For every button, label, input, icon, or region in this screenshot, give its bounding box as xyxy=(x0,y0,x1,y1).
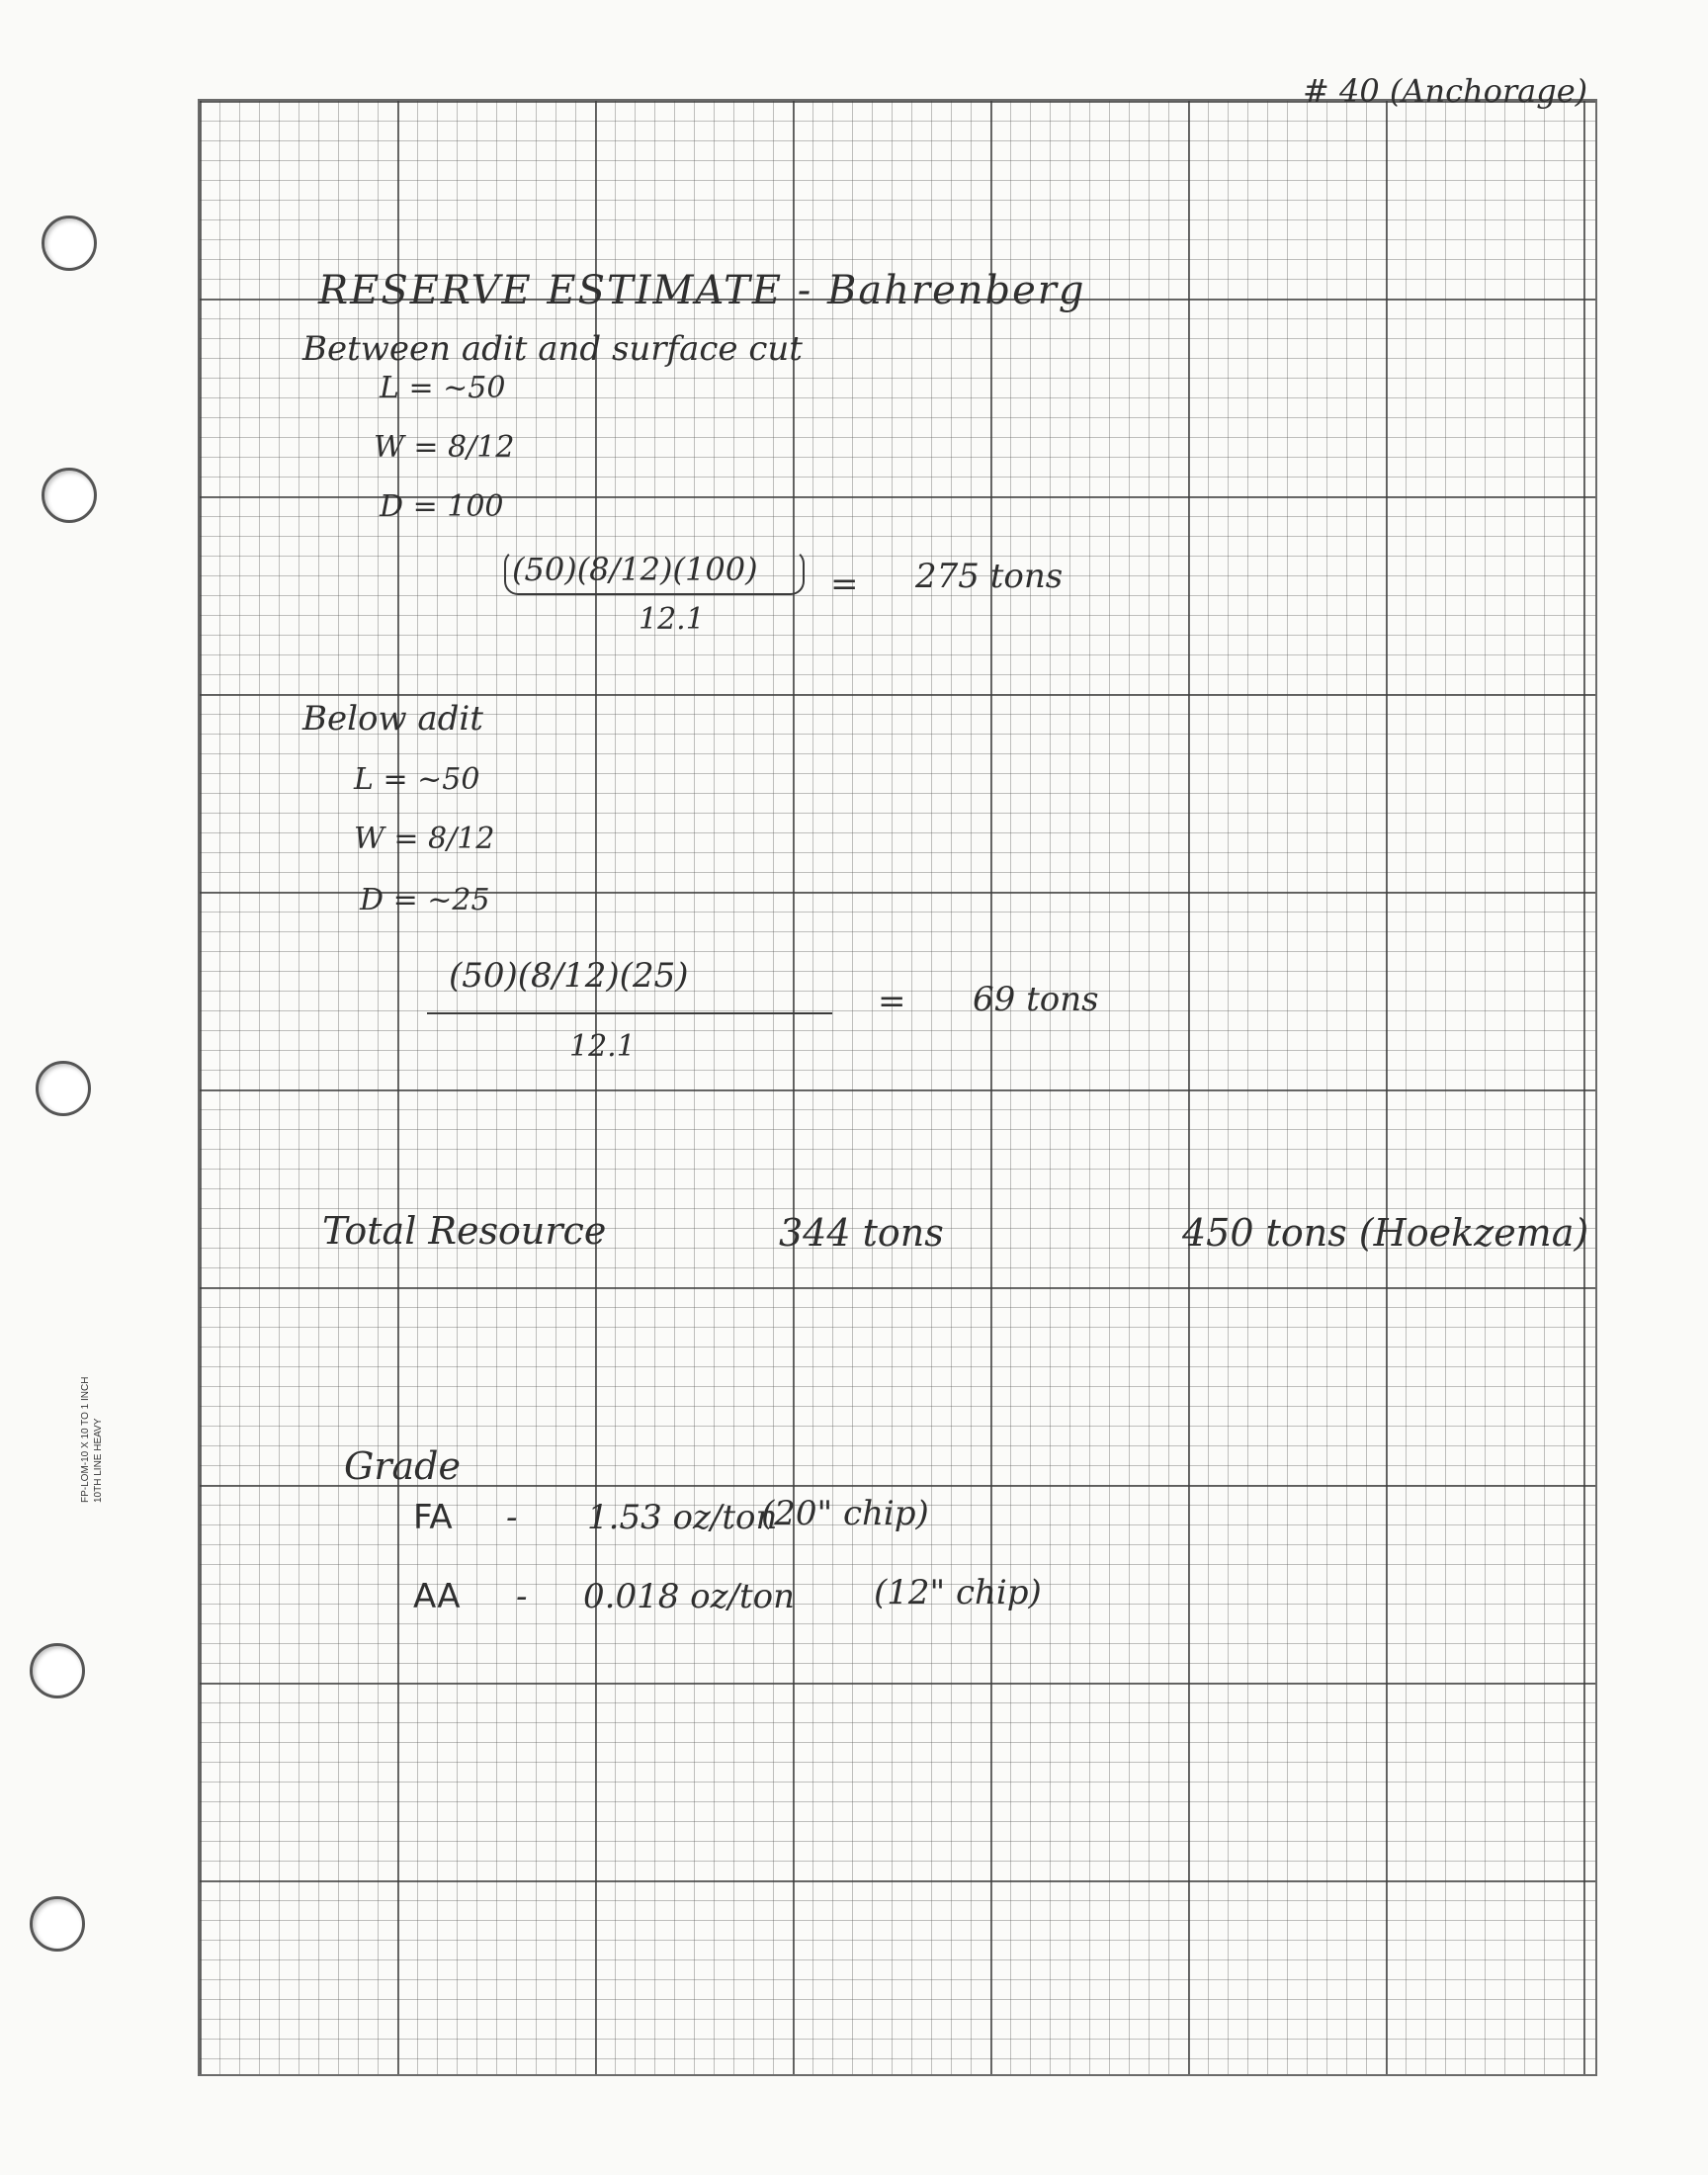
total-value: 344 tons xyxy=(779,1211,944,1255)
fa-label: FA xyxy=(413,1498,453,1537)
fa-note: (20" chip) xyxy=(761,1494,929,1533)
section2-depth: D = ~25 xyxy=(360,883,490,917)
section1-depth: D = 100 xyxy=(380,489,504,524)
section2-denominator: 12.1 xyxy=(569,1029,636,1064)
sheet-reference: # 40 (Anchorage) xyxy=(1303,72,1588,110)
aa-note: (12" chip) xyxy=(874,1573,1042,1612)
binder-hole-2 xyxy=(42,468,97,523)
section2-fraction-bar xyxy=(427,1012,832,1014)
aa-dash: - xyxy=(516,1577,528,1616)
binder-hole-1 xyxy=(42,216,97,271)
binder-hole-3 xyxy=(36,1061,91,1116)
section2-length: L = ~50 xyxy=(354,762,480,797)
section1-width: W = 8/12 xyxy=(374,430,515,465)
section2-width: W = 8/12 xyxy=(354,822,495,856)
aa-value: 0.018 oz/ton xyxy=(583,1577,796,1616)
fa-dash: - xyxy=(506,1498,518,1537)
aa-label: AA xyxy=(413,1577,461,1616)
section2-equals: = xyxy=(878,982,906,1021)
section1-equals: = xyxy=(830,565,859,604)
section2-result: 69 tons xyxy=(973,980,1099,1019)
section1-heading: Between adit and surface cut xyxy=(302,329,803,369)
binder-hole-4 xyxy=(30,1643,85,1698)
page-title: RESERVE ESTIMATE - Bahrenberg xyxy=(318,268,1086,313)
grade-heading: Grade xyxy=(344,1444,461,1488)
total-label: Total Resource xyxy=(322,1209,607,1253)
section2-heading: Below adit xyxy=(302,699,483,739)
section2-numerator: (50)(8/12)(25) xyxy=(449,956,689,996)
fa-value: 1.53 oz/ton xyxy=(587,1498,778,1537)
paper-print-label: FP-LOM-10 X 10 TO 1 INCH 10TH LINE HEAVY xyxy=(80,1376,104,1503)
total-alt-value: 450 tons (Hoekzema) xyxy=(1182,1211,1589,1255)
section1-numerator: (50)(8/12)(100) xyxy=(512,551,758,588)
binder-hole-5 xyxy=(30,1896,85,1952)
section1-result: 275 tons xyxy=(915,557,1064,596)
section1-denominator: 12.1 xyxy=(639,602,705,637)
section1-length: L = ~50 xyxy=(380,371,506,405)
